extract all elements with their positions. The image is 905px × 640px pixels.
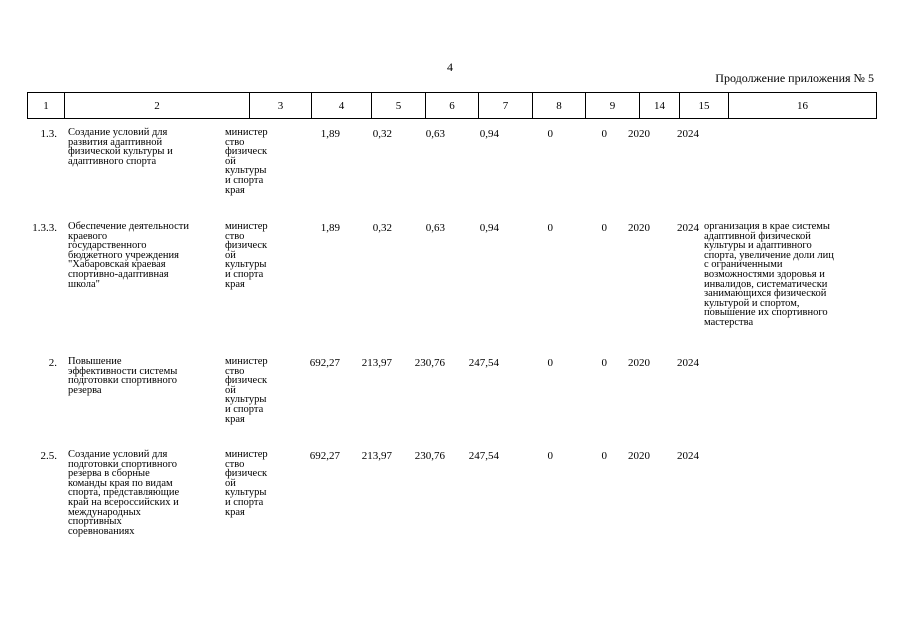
value-col-8: 0 <box>547 450 553 462</box>
row-name: Повышение эффективности системы подготовки спортивного резерва <box>68 356 178 396</box>
value-col-5: 213,97 <box>361 450 392 462</box>
header-cell: 2 <box>64 93 249 118</box>
header-cell: 16 <box>728 93 876 118</box>
row-number: 1.3.3. <box>32 222 57 234</box>
value-col-9: 0 <box>601 128 607 140</box>
value-col-4: 692,27 <box>309 357 340 369</box>
header-cell: 6 <box>425 93 478 118</box>
value-col-4: 1,89 <box>320 222 340 234</box>
start-year: 2020 <box>628 450 650 462</box>
value-col-9: 0 <box>601 450 607 462</box>
row-number: 1.3. <box>40 128 57 140</box>
row-executor: министер ство физическ ой культуры и спорта края <box>225 221 268 290</box>
end-year: 2024 <box>677 450 699 462</box>
row-name: Создание условий для подготовки спортивного резерва в сборные команды края по видам спорта, представляющие край на всероссийских и международных спортивных соревнованиях <box>68 449 180 537</box>
start-year: 2020 <box>628 128 650 140</box>
value-col-7: 247,54 <box>468 357 499 369</box>
value-col-8: 0 <box>547 222 553 234</box>
value-col-9: 0 <box>601 222 607 234</box>
row-name: Создание условий для развития адаптивной физической культуры и адаптивного спорта <box>68 127 173 167</box>
header-cell: 1 <box>43 99 49 112</box>
value-col-8: 0 <box>547 357 553 369</box>
value-col-6: 230,76 <box>414 450 445 462</box>
value-col-6: 0,63 <box>425 222 445 234</box>
value-col-7: 0,94 <box>479 128 499 140</box>
value-col-4: 1,89 <box>320 128 340 140</box>
value-col-7: 247,54 <box>468 450 499 462</box>
row-number: 2. <box>48 357 57 369</box>
table-header <box>27 92 877 119</box>
start-year: 2020 <box>628 222 650 234</box>
value-col-5: 0,32 <box>372 222 392 234</box>
value-col-6: 230,76 <box>414 357 445 369</box>
header-cell: 5 <box>371 93 425 118</box>
row-name: Обеспечение деятельности краевого государственного бюджетного учреждения "Хабаровская краевая спортивно-адаптивная школа" <box>68 221 189 290</box>
page-number: 4 <box>447 60 453 74</box>
header-cell: 4 <box>311 93 371 118</box>
row-executor: министер ство физическ ой культуры и спорта края <box>225 449 268 518</box>
end-year: 2024 <box>677 357 699 369</box>
header-cell: 14 <box>639 93 679 118</box>
value-col-9: 0 <box>601 357 607 369</box>
value-col-5: 213,97 <box>361 357 392 369</box>
end-year: 2024 <box>677 222 699 234</box>
value-col-6: 0,63 <box>425 128 445 140</box>
header-cell: 9 <box>585 93 639 118</box>
row-result: организация в крае системы адаптивной физической культуры и адаптивного спорта, увеличение доли лиц с ограниченными возможностями здоровья и инвалидов, систематически занимающихся физической культурой и спортом, повышение их спортивного мастерства <box>704 221 834 328</box>
end-year: 2024 <box>677 128 699 140</box>
value-col-8: 0 <box>547 128 553 140</box>
header-cell: 8 <box>532 93 585 118</box>
start-year: 2020 <box>628 357 650 369</box>
row-number: 2.5. <box>40 450 57 462</box>
value-col-5: 0,32 <box>372 128 392 140</box>
value-col-7: 0,94 <box>479 222 499 234</box>
value-col-4: 692,27 <box>309 450 340 462</box>
header-cell: 15 <box>679 93 728 118</box>
header-cell: 7 <box>478 93 532 118</box>
row-executor: министер ство физическ ой культуры и спорта края <box>225 127 268 196</box>
continuation-note: Продолжение приложения № 5 <box>715 71 874 85</box>
header-cell: 3 <box>249 93 311 118</box>
row-executor: министер ство физическ ой культуры и спорта края <box>225 356 268 425</box>
